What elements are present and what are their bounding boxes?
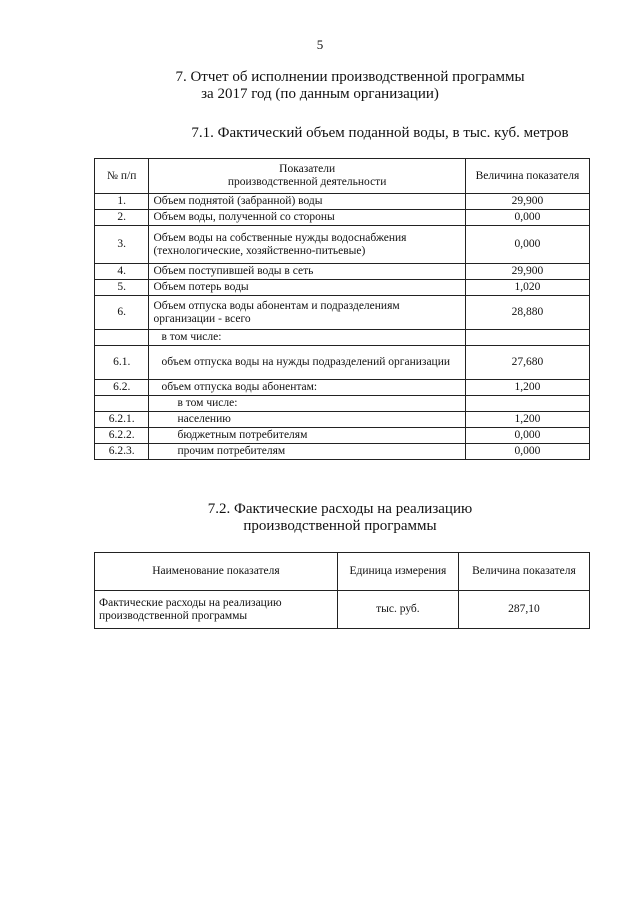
- section-7-1-title: 7.1. Фактический объем поданной воды, в тыс. куб. метров: [191, 125, 569, 141]
- table-row: [95, 280, 590, 296]
- header-indicator: [149, 159, 465, 194]
- row-name: Объем воды, полученной со стороны: [149, 210, 465, 226]
- header-value: Величина показателя: [465, 159, 589, 194]
- section-7-2-title-line1: 7.2. Фактические расходы на реализацию: [207, 501, 473, 517]
- row-value: [465, 396, 589, 412]
- table-row: [95, 264, 590, 280]
- row-value: 0,000: [465, 210, 589, 226]
- row-num: [95, 330, 149, 346]
- row-num: 2.: [95, 210, 149, 226]
- row-value: 0,000: [465, 226, 589, 264]
- row-num: 6.2.3.: [95, 444, 149, 460]
- table-row: [95, 296, 590, 330]
- row-name: бюджетным потребителям: [149, 428, 465, 444]
- table-row: [95, 226, 590, 264]
- page-number: 5: [316, 37, 324, 52]
- row-value: [465, 330, 589, 346]
- section-7-title-line1: 7. Отчет об исполнении производственной программы: [175, 69, 525, 85]
- table-row: [95, 428, 590, 444]
- row-num: 5.: [95, 280, 149, 296]
- table-row: [95, 194, 590, 210]
- row-name: объем отпуска воды абонентам:: [149, 380, 465, 396]
- header-indicator-line2: производственной деятельности: [227, 176, 387, 188]
- header-value: Величина показателя: [458, 553, 589, 591]
- row-value: 287,10: [458, 591, 589, 629]
- row-num: 6.1.: [95, 346, 149, 380]
- table-row: [95, 346, 590, 380]
- table-header-row: [95, 159, 590, 194]
- row-num: [95, 396, 149, 412]
- table-row: [95, 444, 590, 460]
- table-row: [95, 591, 590, 629]
- row-name: Объем потерь воды: [149, 280, 465, 296]
- section-7-title-line2: за 2017 год (по данным организации): [201, 86, 439, 102]
- row-num: 6.2.: [95, 380, 149, 396]
- row-value: 29,900: [465, 264, 589, 280]
- row-value: 1,200: [465, 380, 589, 396]
- row-value: 28,880: [465, 296, 589, 330]
- header-num: № п/п: [95, 159, 149, 194]
- row-value: 29,900: [465, 194, 589, 210]
- water-volume-table: [94, 158, 590, 460]
- table-row: [95, 380, 590, 396]
- row-value: 1,200: [465, 412, 589, 428]
- row-num: 6.2.2.: [95, 428, 149, 444]
- expenses-table: [94, 552, 590, 629]
- row-name: объем отпуска воды на нужды подразделений организации: [149, 346, 465, 380]
- row-value: 0,000: [465, 444, 589, 460]
- row-num: 6.2.1.: [95, 412, 149, 428]
- row-name: Объем поступившей воды в сеть: [149, 264, 465, 280]
- table-row: [95, 396, 590, 412]
- row-num: 6.: [95, 296, 149, 330]
- row-num: 4.: [95, 264, 149, 280]
- table-header-row: [95, 553, 590, 591]
- row-value: 27,680: [465, 346, 589, 380]
- section-7-2-title: [0, 501, 640, 535]
- header-name: Наименование показателя: [95, 553, 338, 591]
- row-name: прочим потребителям: [149, 444, 465, 460]
- section-7-title: [0, 69, 640, 103]
- row-name: населению: [149, 412, 465, 428]
- header-indicator-line1: Показатели: [279, 163, 336, 175]
- section-7-2-title-line2: производственной программы: [243, 518, 437, 534]
- header-unit: Единица измерения: [337, 553, 458, 591]
- row-name: в том числе:: [149, 396, 465, 412]
- table-row: [95, 330, 590, 346]
- row-unit: тыс. руб.: [337, 591, 458, 629]
- row-name: в том числе:: [149, 330, 465, 346]
- row-name: Фактические расходы на реализацию производственной программы: [95, 591, 338, 629]
- row-name: Объем отпуска воды абонентам и подразделениям организации - всего: [149, 296, 465, 330]
- row-num: 3.: [95, 226, 149, 264]
- row-name: Объем воды на собственные нужды водоснабжения (технологические, хозяйственно-питьевые): [149, 226, 465, 264]
- row-value: 0,000: [465, 428, 589, 444]
- row-value: 1,020: [465, 280, 589, 296]
- row-num: 1.: [95, 194, 149, 210]
- table-row: [95, 412, 590, 428]
- table-row: [95, 210, 590, 226]
- row-name: Объем поднятой (забранной) воды: [149, 194, 465, 210]
